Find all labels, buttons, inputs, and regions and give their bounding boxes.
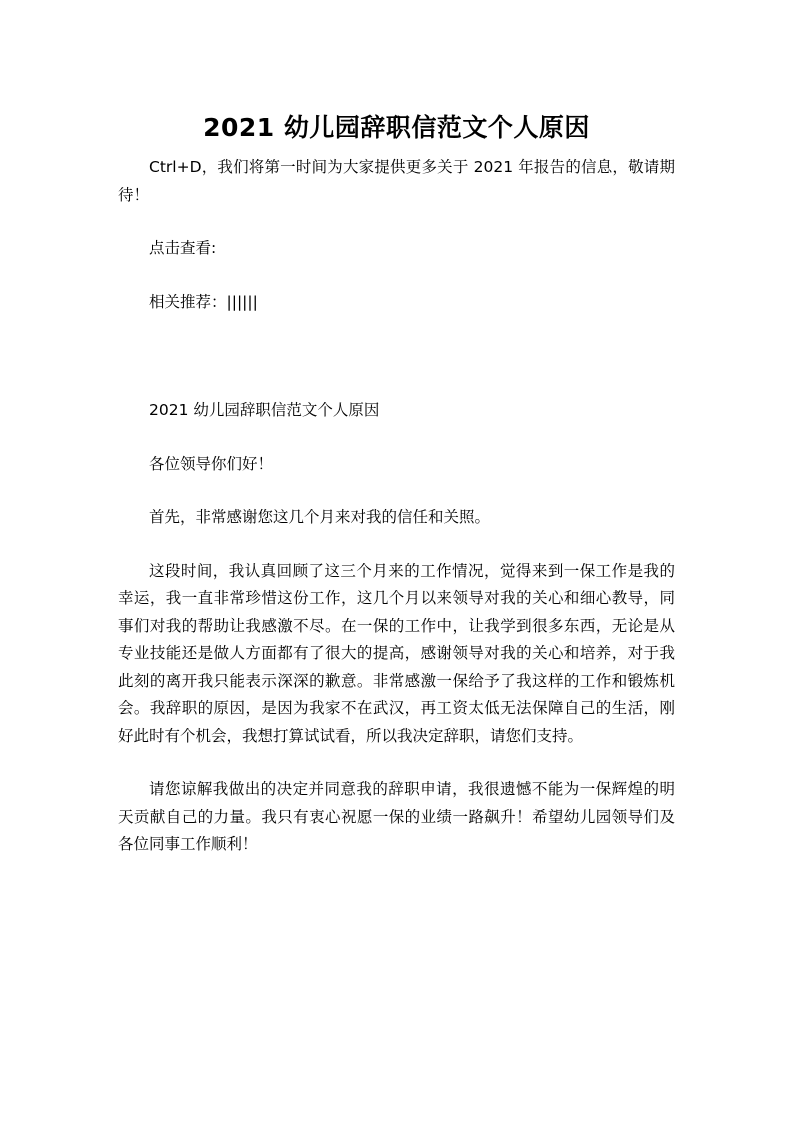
document-page — [118, 108, 675, 859]
intro-paragraph: Ctrl+D，我们将第一时间为大家提供更多关于 2021 年报告的信息，敬请期待！ — [118, 158, 675, 204]
document-title: 2021 幼儿园辞职信范文个人原因 — [203, 113, 590, 142]
letter-paragraph-2: 这段时间，我认真回顾了这三个月来的工作情况，觉得来到一保工作是我的幸运，我一直非常珍惜这份工作，这几个月以来领导对我的关心和细心教导，同事们对我的帮助让我感激不尽。在一保的工作中，让我学到很多东西，无论是从专业技能还是做人方面都有了很大的提高，感谢领导对我的关心和培养，对于我此刻的离开我只能表示深深的歉意。非常感激一保给予了我这样的工作和锻炼机会。我辞职的原因，是因为我家不在武汉，再工资太低无法保障自己的生活，刚好此时有个机会，我想打算试试看，所以我决定辞职，请您们支持。 — [118, 561, 675, 745]
letter-paragraph-3: 请您谅解我做出的决定并同意我的辞职申请，我很遗憾不能为一保辉煌的明天贡献自己的力量。我只有衷心祝愿一保的业绩一路飙升！希望幼儿园领导们及各位同事工作顺利！ — [118, 780, 675, 853]
letter-greeting: 各位领导你们好！ — [149, 454, 274, 473]
letter-paragraph-1: 首先，非常感谢您这几个月来对我的信任和关照。 — [149, 508, 491, 526]
click-view-text: 点击查看: — [149, 239, 217, 257]
related-recommendations: 相关推荐：|||||| — [149, 292, 258, 311]
letter-subtitle: 2021 幼儿园辞职信范文个人原因 — [149, 401, 380, 419]
